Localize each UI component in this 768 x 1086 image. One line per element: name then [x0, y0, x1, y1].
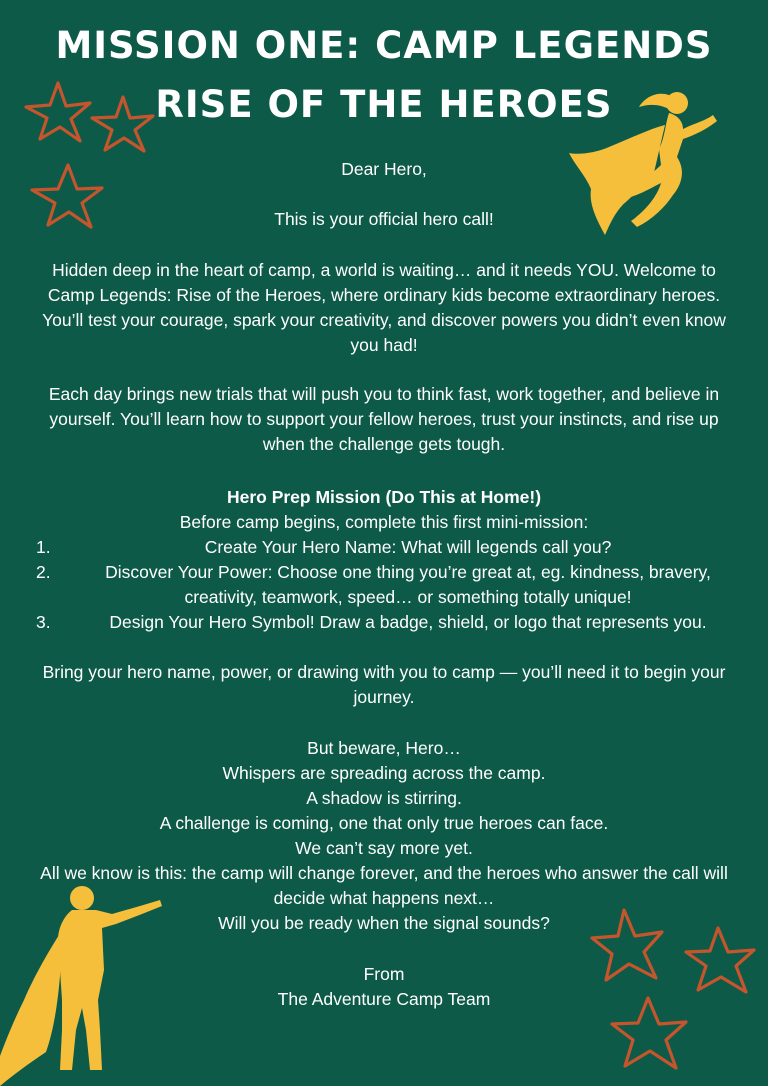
beware-line: But beware, Hero… — [307, 738, 461, 758]
greeting-text: Dear Hero, — [341, 159, 427, 179]
intro-text: This is your official hero call! — [274, 209, 494, 229]
list-item — [30, 610, 738, 635]
list-item-text: Create Your Hero Name: What will legends call you? — [204, 537, 612, 557]
beware-line: We can’t say more yet. — [295, 838, 473, 858]
list-item-text: Design Your Hero Symbol! Draw a badge, shield, or logo that represents you. — [109, 612, 707, 632]
signoff-from: From — [363, 964, 405, 984]
list-item — [30, 535, 738, 560]
list-item — [30, 560, 738, 610]
paragraph-trials: Each day brings new trials that will push you to think fast, work together, and believe in yourself. You’ll learn how to support your fellow heroes, trust your instincts, and rise up when the challenge gets tough. — [48, 384, 720, 454]
signoff-team: The Adventure Camp Team — [277, 989, 491, 1009]
list-item-number: 2. — [36, 562, 51, 582]
beware-line: A shadow is stirring. — [306, 788, 462, 808]
prep-mission-outro: Bring your hero name, power, or drawing with you to camp — you’ll need it to begin your journey. — [42, 662, 726, 707]
beware-line: A challenge is coming, one that only true heroes can face. — [159, 813, 609, 833]
list-item-text: Discover Your Power: Choose one thing you’re great at, eg. kindness, bravery, creativity, teamwork, speed… or something totally unique! — [105, 562, 711, 607]
list-item-number: 1. — [36, 537, 51, 557]
prep-mission-list — [30, 535, 738, 635]
list-item-number: 3. — [36, 612, 51, 632]
final-question: Will you be ready when the signal sounds? — [218, 913, 550, 933]
paragraph-welcome: Hidden deep in the heart of camp, a world is waiting… and it needs YOU. Welcome to Camp Legends: Rise of the Heroes, where ordinary kids become extraordinary heroes. You’ll test your courage, spark your creativity, and discover powers you didn’t even know you had! — [42, 260, 726, 355]
prep-mission-heading: Hero Prep Mission (Do This at Home!) — [226, 487, 542, 507]
beware-line: Whispers are spreading across the camp. — [222, 763, 546, 783]
prep-mission-intro: Before camp begins, complete this first mini-mission: — [179, 512, 589, 532]
page-subtitle: RISE OF THE HEROES — [155, 83, 613, 126]
closing-paragraph: All we know is this: the camp will change forever, and the heroes who answer the call will decide what happens next… — [40, 863, 728, 908]
page-title: MISSION ONE: CAMP LEGENDS — [55, 24, 713, 67]
